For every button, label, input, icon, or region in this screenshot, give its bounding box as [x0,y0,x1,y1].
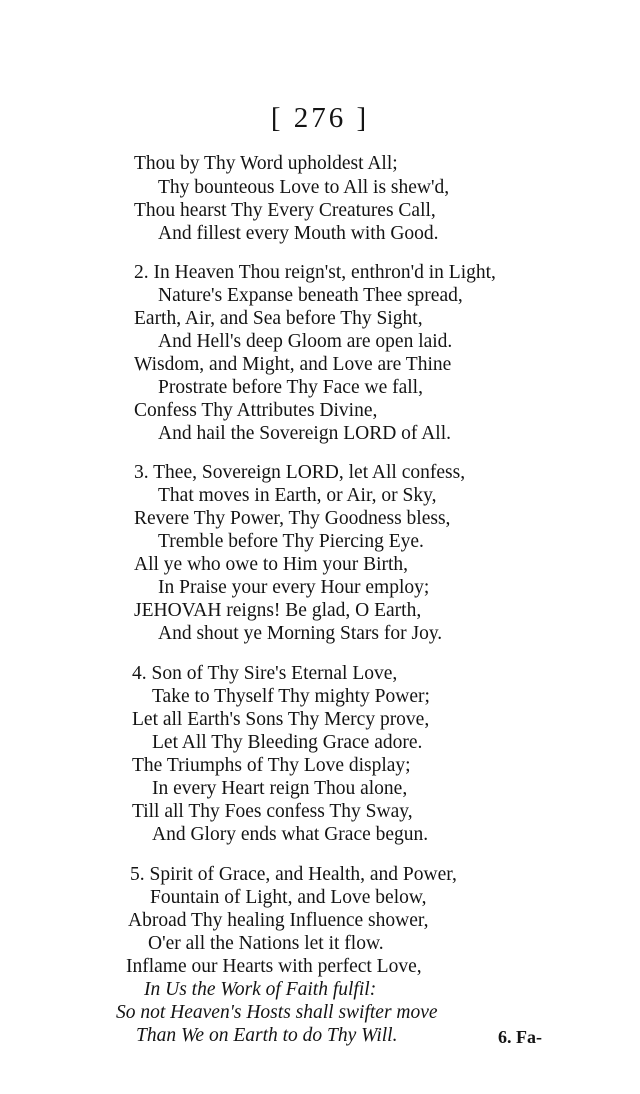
verse-line: The Triumphs of Thy Love display; [132,755,411,776]
verse-line: Let All Thy Bleeding Grace adore. [152,732,423,753]
verse-line: Nature's Expanse beneath Thee spread, [158,285,463,306]
verse-line: In every Heart reign Thou alone, [152,778,408,799]
verse-line: Thou hearst Thy Every Creatures Call, [134,200,436,221]
verse-line: Confess Thy Attributes Divine, [134,400,378,421]
verse-line: And Hell's deep Gloom are open laid. [158,331,453,352]
verse-line: So not Heaven's Hosts shall swifter move [116,1002,438,1023]
verse-line: 3. Thee, Sovereign LORD, let All confess, [134,462,466,483]
verse-line: And hail the Sovereign LORD of All. [158,423,452,444]
verse-line: Abroad Thy healing Influence shower, [128,910,429,931]
verse-line: Earth, Air, and Sea before Thy Sight, [134,308,423,329]
verse-line: 4. Son of Thy Sire's Eternal Love, [132,663,398,684]
verse-line: In Praise your every Hour employ; [158,577,430,598]
verse-line: Thou by Thy Word upholdest All; [134,153,398,174]
catchword: 6. Fa- [498,1027,542,1047]
verse-line: Till all Thy Foes confess Thy Sway, [132,801,413,822]
verse-line: Let all Earth's Sons Thy Mercy prove, [132,709,430,730]
verse-line: Revere Thy Power, Thy Goodness bless, [134,508,451,529]
verse-line: Thy bounteous Love to All is shew'd, [158,177,450,198]
verse-line: 5. Spirit of Grace, and Health, and Power, [130,864,457,885]
verse-line: And shout ye Morning Stars for Joy. [158,623,443,644]
verse-line: In Us the Work of Faith fulfil: [144,979,377,1000]
verse-line: O'er all the Nations let it flow. [148,933,384,954]
verse-line: And fillest every Mouth with Good. [158,223,439,244]
verse-line: And Glory ends what Grace begun. [152,824,429,845]
verse-line: 2. In Heaven Thou reign'st, enthron'd in Light, [134,262,496,283]
verse-line: Fountain of Light, and Love below, [150,887,427,908]
verse-line: That moves in Earth, or Air, or Sky, [158,485,437,506]
page-number: [ 276 ] [270,102,370,134]
verse-line: Tremble before Thy Piercing Eye. [158,531,424,552]
verse-line: Than We on Earth to do Thy Will. [136,1025,398,1046]
verse-line: Take to Thyself Thy mighty Power; [152,686,430,707]
verse-line: JEHOVAH reigns! Be glad, O Earth, [134,600,422,621]
verse-line: Prostrate before Thy Face we fall, [158,377,423,398]
verse-line: Inflame our Hearts with perfect Love, [126,956,422,977]
verse-line: All ye who owe to Him your Birth, [134,554,409,575]
verse-line: Wisdom, and Might, and Love are Thine [134,354,452,375]
